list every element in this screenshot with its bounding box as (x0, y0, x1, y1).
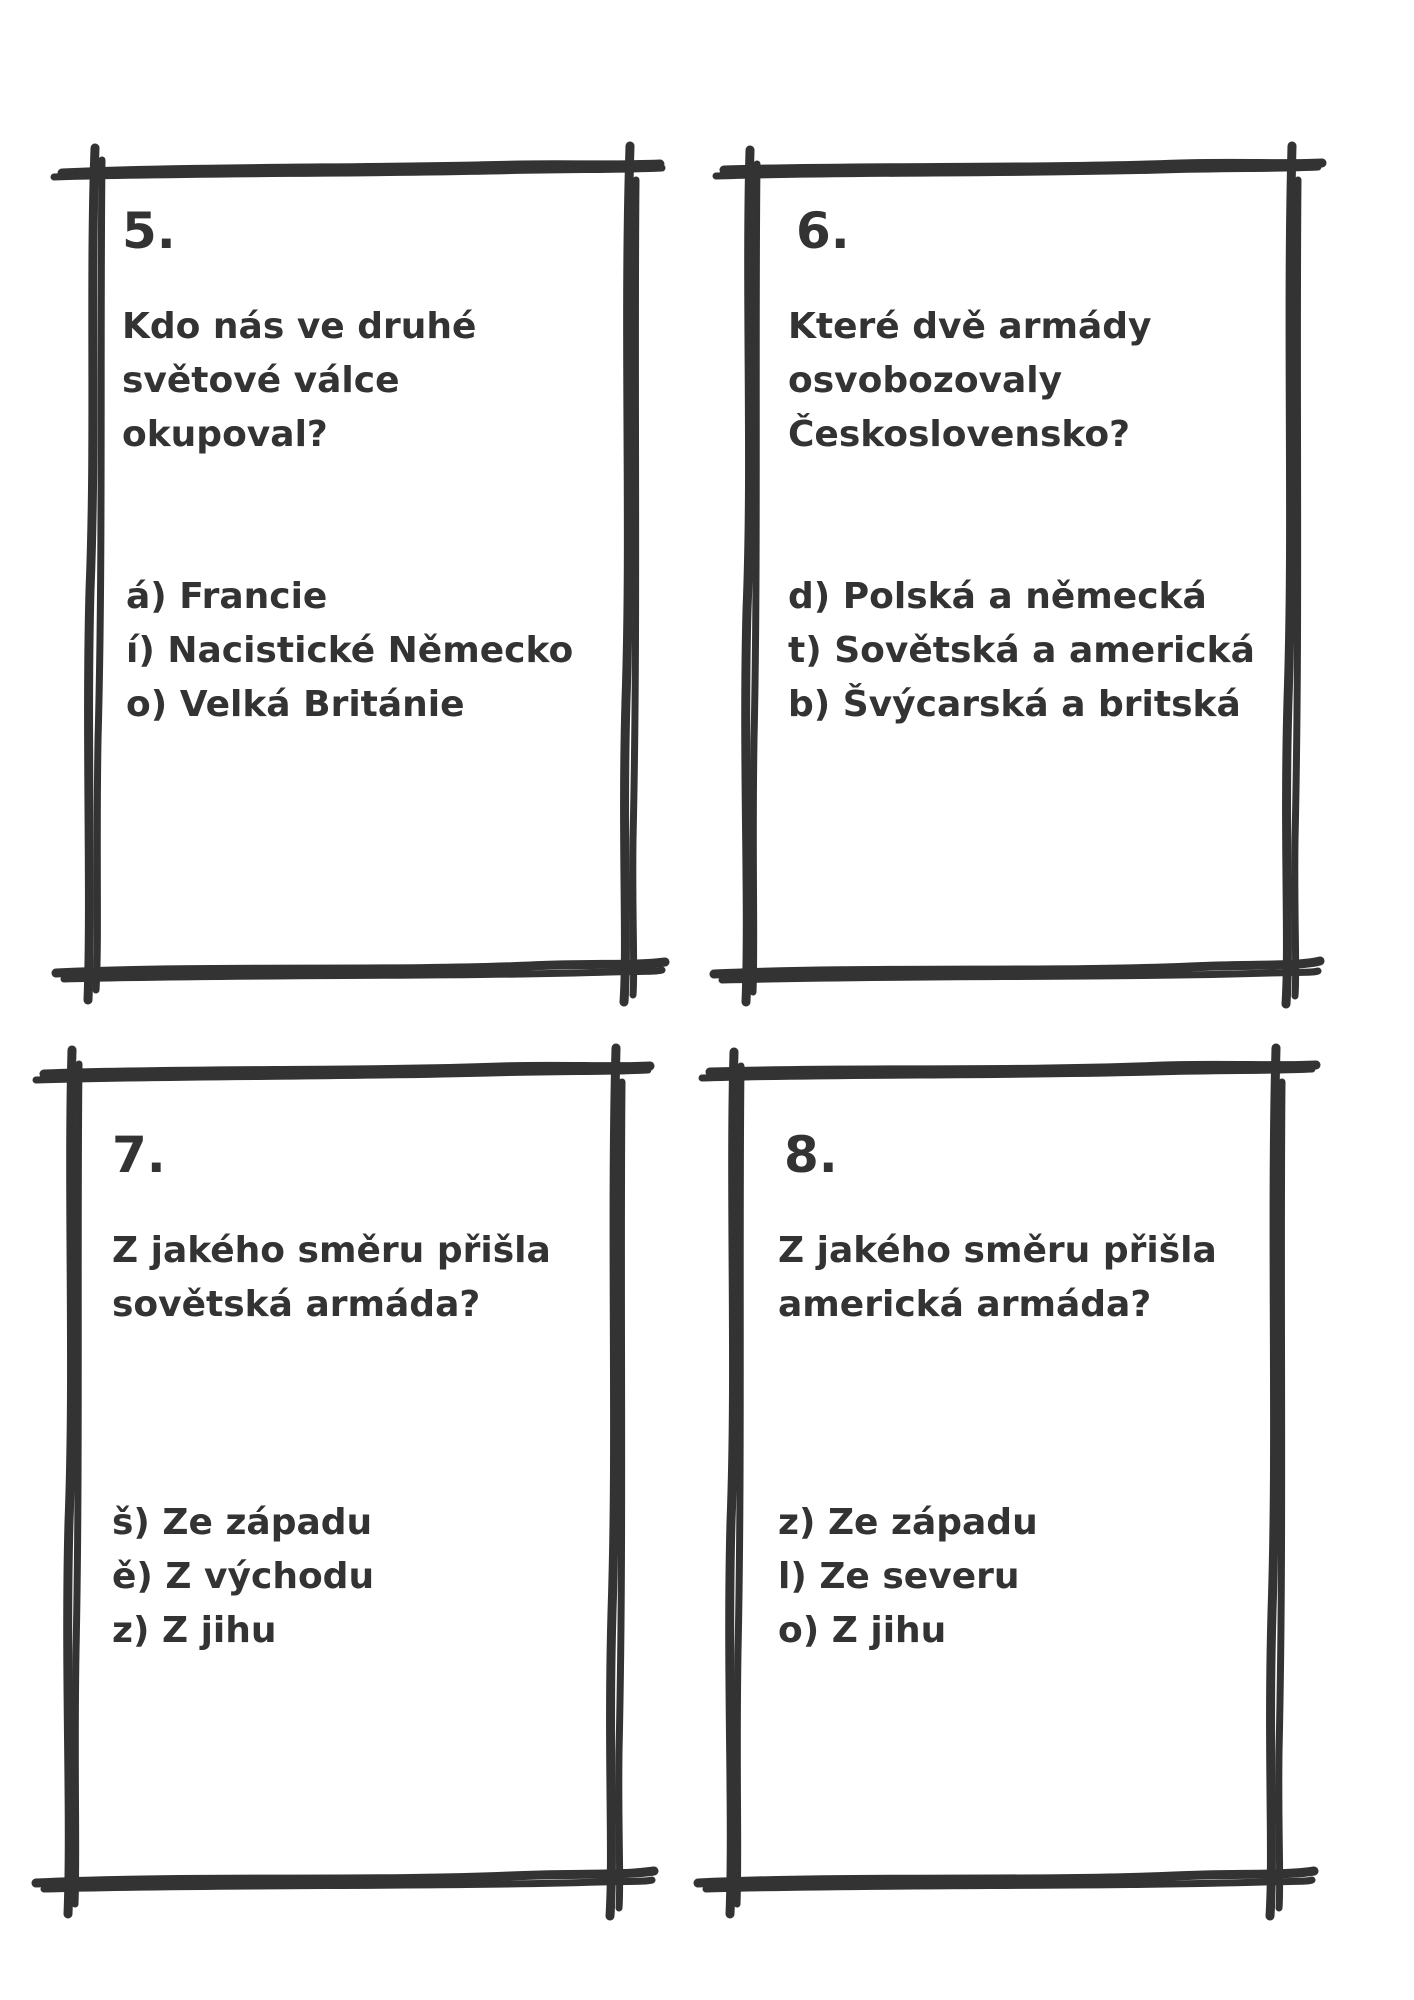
answer-option: b) Švýcarská a britská (788, 684, 1241, 725)
answer-list (788, 570, 1308, 732)
answer-list (112, 1496, 632, 1658)
question-text: Které dvě armády osvobozovaly Československo? (788, 306, 1152, 455)
answer-option: š) Ze západu (112, 1502, 373, 1543)
answer-option: ě) Z východu (112, 1556, 375, 1597)
answer-list (126, 570, 642, 732)
quiz-card-6 (710, 140, 1330, 1010)
quiz-card-8 (694, 1042, 1324, 1922)
question-number: 5. (122, 202, 176, 260)
question-number: 6. (796, 202, 850, 260)
quiz-card-7 (30, 1042, 660, 1922)
answer-option: á) Francie (126, 576, 328, 617)
answer-option: í) Nacistické Německo (126, 630, 574, 671)
question-number: 8. (784, 1126, 838, 1184)
question-text: Z jakého směru přišla sovětská armáda? (112, 1230, 551, 1325)
answer-list (778, 1496, 1298, 1658)
answer-option: t) Sovětská a americká (788, 630, 1255, 671)
question-text: Kdo nás ve druhé světové válce okupoval? (122, 306, 477, 455)
answer-option: z) Ze západu (778, 1502, 1038, 1543)
answer-option: d) Polská a německá (788, 576, 1207, 617)
quiz-card-5 (50, 140, 670, 1010)
answer-option: l) Ze severu (778, 1556, 1020, 1597)
question-text: Z jakého směru přišla americká armáda? (778, 1230, 1217, 1325)
answer-option: o) Z jihu (778, 1610, 947, 1651)
answer-option: z) Z jihu (112, 1610, 277, 1651)
answer-option: o) Velká Británie (126, 684, 465, 725)
question-number: 7. (112, 1126, 166, 1184)
